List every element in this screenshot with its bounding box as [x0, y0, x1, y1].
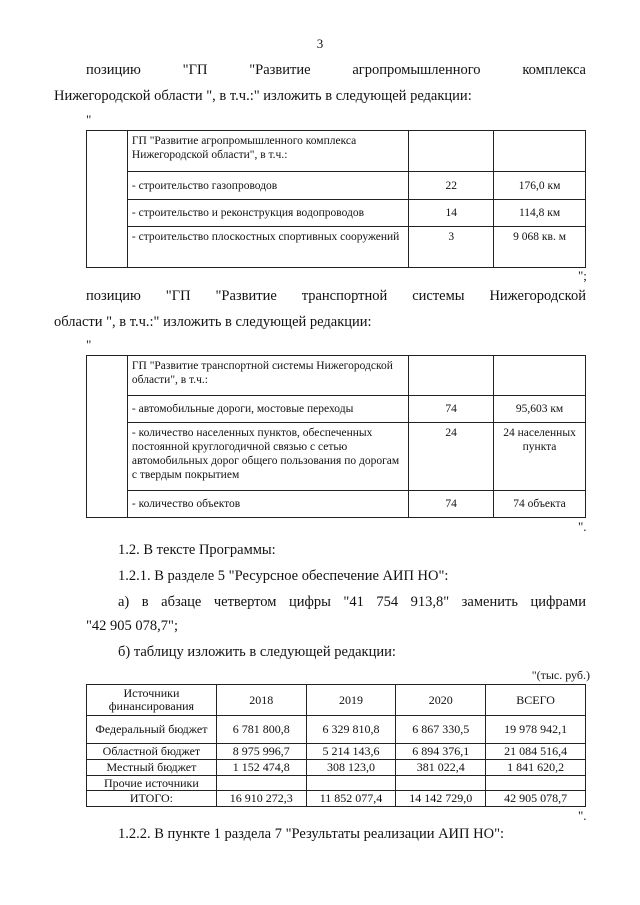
row-count: 3	[409, 227, 494, 268]
table-row	[87, 776, 586, 791]
cell: 8 975 996,7	[216, 744, 306, 760]
header-source: Источники финансирования	[87, 685, 217, 716]
row-value: 95,603 км	[494, 396, 586, 423]
table-row	[87, 172, 586, 200]
row-value: 176,0 км	[494, 172, 586, 200]
section3-p3-line2: "42 905 078,7";	[86, 618, 178, 634]
agro-header: ГП "Развитие агропромышленного комплекса Нижегородской области", в т.ч.:	[127, 131, 408, 172]
section1-line1: позицию "ГП "Развитие агропромышленного комплекса	[86, 62, 586, 78]
row-count: 74	[409, 396, 494, 423]
transport-table	[86, 355, 586, 518]
section2-close-quote: ".	[578, 519, 587, 534]
agro-table	[86, 130, 586, 268]
row-count: 74	[409, 491, 494, 518]
cell	[486, 776, 586, 791]
table-row	[87, 423, 586, 491]
table-row	[87, 716, 586, 744]
section3-p3-line1: а) в абзаце четвертом цифры "41 754 913,8" заменить цифрами	[118, 594, 586, 610]
table-row	[87, 396, 586, 423]
table-row	[87, 131, 586, 172]
table-row	[87, 491, 586, 518]
header-2019: 2019	[306, 685, 396, 716]
section3-p2: 1.2.1. В разделе 5 "Ресурсное обеспечение АИП НО":	[118, 568, 449, 584]
cell: 6 894 376,1	[396, 744, 486, 760]
cell: 6 867 330,5	[396, 716, 486, 744]
row-source: Местный бюджет	[87, 760, 217, 776]
row-source: Прочие источники	[87, 776, 217, 791]
row-count: 14	[409, 200, 494, 227]
cell: 21 084 516,4	[486, 744, 586, 760]
section2-line2: области ", в т.ч.:" изложить в следующей редакции:	[54, 314, 372, 330]
row-value: 24 населенных пункта	[494, 423, 586, 491]
cell: 1 152 474,8	[216, 760, 306, 776]
transport-header: ГП "Развитие транспортной системы Нижегородской области", в т.ч.:	[127, 356, 408, 396]
row-value: 9 068 кв. м	[494, 227, 586, 268]
row-value: 114,8 км	[494, 200, 586, 227]
blank-cell	[87, 131, 128, 268]
cell: 19 978 942,1	[486, 716, 586, 744]
row-name: - автомобильные дороги, мостовые переходы	[127, 396, 408, 423]
row-count: 22	[409, 172, 494, 200]
section3-p4: б) таблицу изложить в следующей редакции:	[118, 644, 396, 660]
section3-p1: 1.2. В тексте Программы:	[118, 542, 276, 558]
finance-table	[86, 684, 586, 807]
section3-p5: 1.2.2. В пункте 1 раздела 7 "Результаты реализации АИП НО":	[118, 826, 505, 842]
header-2018: 2018	[216, 685, 306, 716]
section1-open-quote: "	[86, 112, 92, 127]
row-name: - количество объектов	[127, 491, 408, 518]
table-row	[87, 791, 586, 807]
blank-cell	[87, 356, 128, 518]
cell: 16 910 272,3	[216, 791, 306, 807]
cell: 5 214 143,6	[306, 744, 396, 760]
cell	[396, 776, 486, 791]
section2-line1: позицию "ГП "Развитие транспортной системы Нижегородской	[86, 288, 586, 304]
row-name: - строительство плоскостных спортивных сооружений	[127, 227, 408, 268]
row-value: 74 объекта	[494, 491, 586, 518]
units-label: "(тыс. руб.)	[531, 668, 590, 682]
table-row	[87, 200, 586, 227]
section2-open-quote: "	[86, 337, 92, 352]
header-total: ВСЕГО	[486, 685, 586, 716]
cell	[306, 776, 396, 791]
cell: 6 781 800,8	[216, 716, 306, 744]
row-count: 24	[409, 423, 494, 491]
row-source: ИТОГО:	[87, 791, 217, 807]
table-row	[87, 356, 586, 396]
cell: 14 142 729,0	[396, 791, 486, 807]
cell	[216, 776, 306, 791]
header-2020: 2020	[396, 685, 486, 716]
cell: 42 905 078,7	[486, 791, 586, 807]
table-row	[87, 760, 586, 776]
table-row	[87, 744, 586, 760]
section3-close-quote: ".	[578, 808, 587, 823]
cell: 6 329 810,8	[306, 716, 396, 744]
row-source: Федеральный бюджет	[87, 716, 217, 744]
cell: 11 852 077,4	[306, 791, 396, 807]
table-row	[87, 227, 586, 268]
finance-header-row	[87, 685, 586, 716]
row-name: - количество населенных пунктов, обеспеченных постоянной круглогодичной связью с сетью автомобильных дорог общего пользования по дорогам с твердым покрытием	[127, 423, 408, 491]
cell: 1 841 620,2	[486, 760, 586, 776]
page-number: 3	[316, 36, 324, 51]
cell: 308 123,0	[306, 760, 396, 776]
row-name: - строительство газопроводов	[127, 172, 408, 200]
section1-line2: Нижегородской области ", в т.ч.:" изложить в следующей редакции:	[54, 88, 472, 104]
row-source: Областной бюджет	[87, 744, 217, 760]
cell: 381 022,4	[396, 760, 486, 776]
row-name: - строительство и реконструкция водопроводов	[127, 200, 408, 227]
section1-close-quote: ";	[578, 268, 587, 283]
